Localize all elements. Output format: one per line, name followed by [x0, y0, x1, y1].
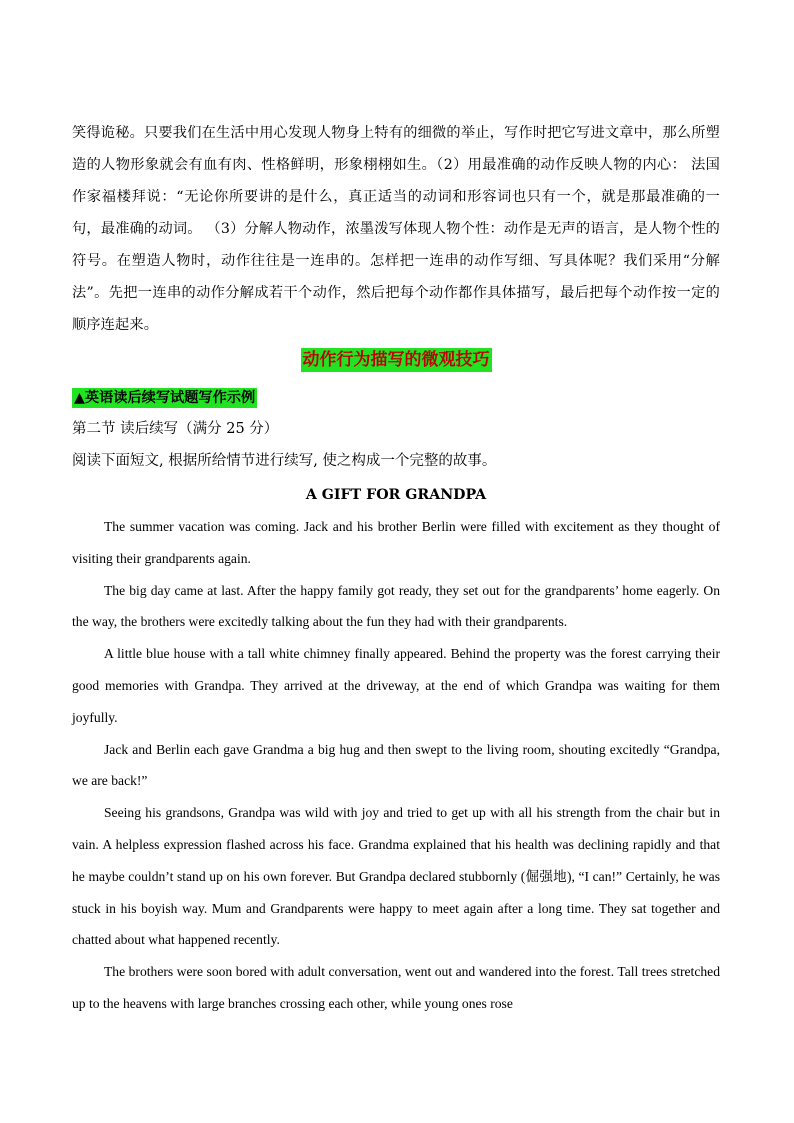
section-title	[72, 347, 720, 377]
story-paragraph: Seeing his grandsons, Grandpa was wild with joy and tried to get up with all his strength from the chair but in vain. A helpless expression flashed across his face. Grandma explained that his health was declining rapidly and that he maybe couldn’t stand up on his own forever. But Grandpa declared stubbornly (倔强地), “I can!” Certainly, he was stuck in his boyish way. Mum and Grandparents were happy to meet again after a long time. They sat together and chatted about what happened recently.	[72, 805, 720, 948]
section-title-text: 动作行为描写的微观技巧	[302, 350, 490, 370]
story-paragraph: The big day came at last. After the happy family got ready, they set out for the grandparents’ home eagerly. On the way, the brothers were excitedly talking about the fun they had with their grandparents.	[72, 582, 720, 630]
intro-section	[72, 117, 720, 341]
story-paragraph: The brothers were soon bored with adult conversation, went out and wandered into the forest. Tall trees stretched up to the heavens with large branches crossing each other, while young ones rose	[72, 964, 720, 1011]
story-paragraph: The summer vacation was coming. Jack and his brother Berlin were filled with excitement as they thought of visiting their grandparents again.	[72, 519, 720, 566]
intro-paragraph: 笑得诡秘。只要我们在生活中用心发现人物身上特有的细微的举止，写作时把它写进文章中，那么所塑造的人物形象就会有血有肉、性格鲜明，形象栩栩如生。（2）用最准确的动作反映人物的内心： 法国作家福楼拜说：“无论你所要讲的是什么，真正适当的动词和形容词也只有一个，就是那最准确的一句，最准确的动词。 （3）分解人物动作，浓墨泼写体现人物个性：动作是无声的语言，是人物个性的符号。在塑造人物时，动作往往是一连串的。怎样把一连串的动作写细、写具体呢？我们采用“分解法”。先把一连串的动作分解成若干个动作，然后把每个动作都作具体描写，最后把每个动作按一定的顺序连起来。	[72, 125, 720, 333]
story-paragraph: A little blue house with a tall white chimney finally appeared. Behind the property was the forest carrying their good memories with Grandpa. They arrived at the driveway, at the end of which Grandpa was waiting for them joyfully.	[72, 646, 720, 725]
section-heading: 第二节 读后续写（满分 25 分）	[72, 421, 279, 437]
instruction-line: 阅读下面短文, 根据所给情节进行续写, 使之构成一个完整的故事。	[72, 453, 497, 469]
example-label-text: ▲英语读后续写试题写作示例	[74, 390, 256, 406]
story-title: A GIFT FOR GRANDPA	[305, 487, 487, 503]
story-body	[72, 511, 720, 1020]
example-label	[72, 387, 720, 413]
story-paragraph: Jack and Berlin each gave Grandma a big hug and then swept to the living room, shouting excitedly “Grandpa, we are back!”	[72, 741, 720, 789]
document-page	[72, 117, 720, 1020]
